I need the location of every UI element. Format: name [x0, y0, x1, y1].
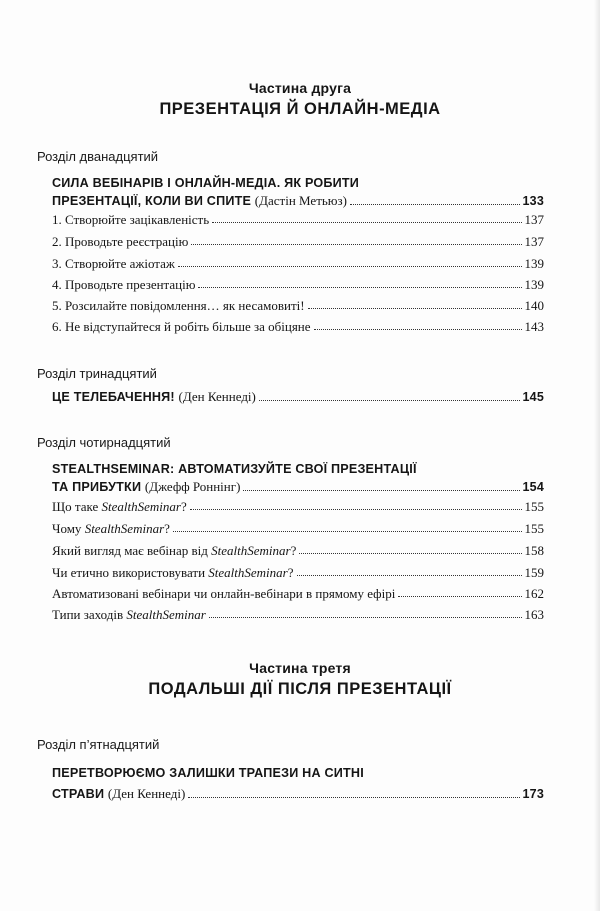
leader-dots: [308, 308, 522, 309]
item-text: [52, 607, 206, 623]
leader-dots: [198, 287, 521, 288]
page-number: 140: [524, 298, 544, 313]
item-text-plain: Автоматизовані вебінари чи онлайн-вебінари в прямому ефірі: [52, 586, 396, 601]
chapter-title-text: ЦЕ ТЕЛЕБАЧЕННЯ!: [52, 390, 175, 404]
page-number: 137: [524, 234, 544, 249]
toc-item[interactable]: [52, 586, 544, 602]
part-label: Частина третя: [249, 660, 351, 676]
leader-dots: [350, 204, 520, 205]
item-text-italic: StealthSeminar: [208, 565, 288, 580]
item-text-italic: StealthSeminar: [84, 521, 165, 536]
leader-dots: [178, 266, 522, 267]
item-text: [52, 499, 187, 515]
toc-item[interactable]: [52, 565, 544, 581]
chapter-entry[interactable]: [52, 764, 544, 803]
chapter-title-text: ТА ПРИБУТКИ: [52, 480, 142, 494]
item-text-plain: Що таке: [52, 499, 102, 514]
leader-dots: [243, 490, 519, 491]
part-title: ПРЕЗЕНТАЦІЯ Й ОНЛАЙН-МЕДІА: [159, 100, 441, 118]
item-text-italic: StealthSeminar: [101, 499, 181, 514]
page-number: 158: [524, 543, 544, 558]
part-title: ПОДАЛЬШІ ДІЇ ПІСЛЯ ПРЕЗЕНТАЦІЇ: [148, 680, 452, 698]
item-text: 5. Розсилайте повідомлення… як несамовиті!: [52, 298, 305, 313]
chapter-entry[interactable]: [52, 174, 544, 210]
toc-item[interactable]: [52, 298, 544, 314]
chapter-title-line: [52, 192, 544, 210]
item-text: [52, 565, 294, 581]
leader-dots: [173, 531, 522, 532]
toc-item[interactable]: [52, 607, 544, 623]
page-number: 154: [522, 480, 544, 494]
item-text-suffix: ?: [164, 521, 170, 536]
chapter-label: Розділ п’ятнадцятий: [37, 737, 160, 752]
chapter-title-line: [52, 785, 544, 803]
leader-dots: [191, 244, 521, 245]
leader-dots: [314, 329, 522, 330]
page-number: 155: [524, 521, 544, 536]
item-text: [52, 521, 170, 537]
item-text-plain: Типи заходів: [52, 607, 127, 622]
page-number: 155: [524, 499, 544, 514]
author: (Ден Кеннеді): [107, 786, 186, 801]
item-text-suffix: ?: [287, 565, 294, 580]
leader-dots: [212, 222, 521, 223]
page-number: 137: [524, 212, 544, 227]
item-text: 3. Створюйте ажіотаж: [52, 256, 175, 271]
page-number: 162: [524, 586, 544, 601]
leader-dots: [188, 797, 519, 798]
page-number: 163: [524, 607, 544, 622]
part-label: Частина друга: [248, 80, 352, 96]
page-number: 133: [522, 194, 544, 208]
toc-item[interactable]: [52, 277, 544, 293]
item-text-italic: StealthSeminar: [126, 607, 206, 622]
page-number: 139: [524, 256, 544, 271]
item-text-suffix: ?: [180, 499, 187, 514]
page-number: 173: [522, 787, 544, 801]
chapter-label: Розділ чотирнадцятий: [37, 435, 171, 450]
item-text: [52, 543, 296, 559]
leader-dots: [299, 553, 521, 554]
toc-item[interactable]: [52, 319, 544, 335]
part-three-heading: [0, 660, 600, 699]
chapter-title-line: [52, 388, 544, 406]
author: (Джефф Роннінг): [144, 479, 241, 494]
part-two-heading: [0, 80, 600, 119]
toc-item[interactable]: [52, 521, 544, 537]
leader-dots: [259, 400, 520, 401]
chapter-title-line: STEALTHSEMINAR: АВТОМАТИЗУЙТЕ СВОЇ ПРЕЗЕНТАЦІЇ: [52, 462, 417, 476]
page-number: 143: [524, 319, 544, 334]
item-text-plain: Який вигляд має вебінар від: [52, 543, 212, 558]
chapter-entry[interactable]: [52, 460, 544, 496]
item-text-plain: Чому: [52, 521, 85, 536]
page-edge-shadow: [594, 0, 600, 911]
author: (Ден Кеннеді): [178, 389, 256, 404]
item-text: 4. Проводьте презентацію: [52, 277, 196, 292]
item-text: 1. Створюйте зацікавленість: [52, 212, 210, 227]
chapter-title-text: ПРЕЗЕНТАЦІЇ, КОЛИ ВИ СПИТЕ: [52, 194, 252, 208]
leader-dots: [297, 575, 522, 576]
chapter-label: Розділ дванадцятий: [37, 149, 159, 164]
item-text-plain: Чи етично використовувати: [52, 565, 209, 580]
chapter-title-line: [52, 478, 544, 496]
chapter-label: Розділ тринадцятий: [37, 366, 157, 381]
author: (Дастін Метьюз): [254, 193, 347, 208]
item-text: 6. Не відступайтеся й робіть більше за обіцяне: [52, 319, 311, 334]
leader-dots: [398, 596, 521, 597]
toc-item[interactable]: [52, 256, 544, 272]
chapter-title-text: СТРАВИ: [52, 787, 105, 801]
item-text-italic: StealthSeminar: [211, 543, 291, 558]
chapter-title-line: ПЕРЕТВОРЮЄМО ЗАЛИШКИ ТРАПЕЗИ НА СИТНІ: [52, 766, 364, 780]
page-number: 159: [524, 565, 544, 580]
toc-item[interactable]: [52, 543, 544, 559]
page-number: 139: [524, 277, 544, 292]
leader-dots: [209, 617, 522, 618]
chapter-title-line: СИЛА ВЕБІНАРІВ І ОНЛАЙН-МЕДІА. ЯК РОБИТИ: [52, 176, 360, 190]
toc-item[interactable]: [52, 212, 544, 228]
toc-item[interactable]: [52, 234, 544, 250]
page-number: 145: [522, 390, 544, 404]
chapter-entry[interactable]: [52, 388, 544, 406]
leader-dots: [190, 509, 522, 510]
item-text-suffix: ?: [290, 543, 297, 558]
toc-item[interactable]: [52, 499, 544, 515]
item-text: 2. Проводьте реєстрацію: [52, 234, 189, 249]
item-text: [52, 586, 395, 602]
